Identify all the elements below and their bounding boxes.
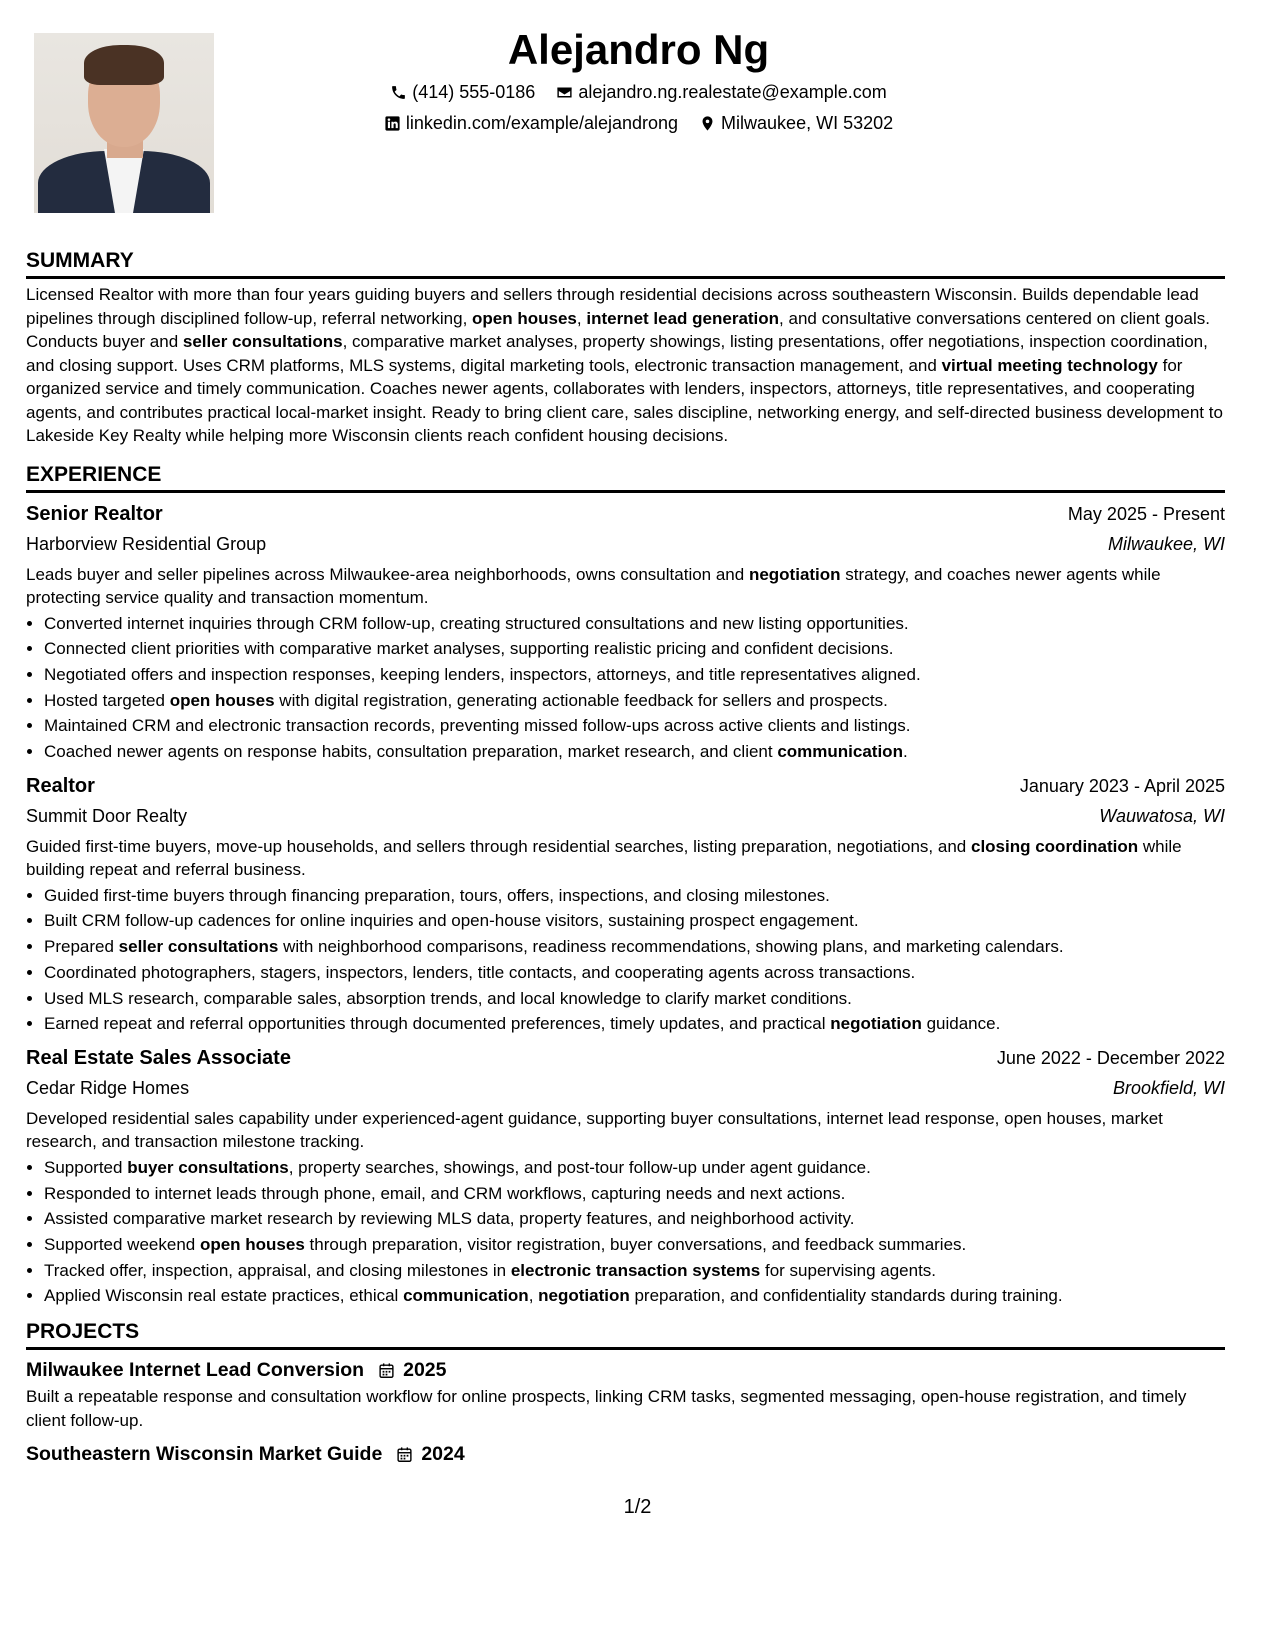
bullet-item: • Hosted targeted open houses with digital registration, generating actionable feedback for sellers and prospects. <box>44 688 1229 714</box>
phone-icon <box>390 84 407 101</box>
bullet-item: • Earned repeat and referral opportunities through documented preferences, timely updates, and practical negotiation guidance. <box>44 1011 1229 1037</box>
keyword-highlight: buyer consultations <box>127 1157 289 1177</box>
job-location: Milwaukee, WI <box>1107 533 1225 554</box>
bullet-item: • Assisted comparative market research by reviewing MLS data, property features, and neighborhood activity. <box>44 1206 1229 1232</box>
project-year: 2025 <box>403 1359 447 1382</box>
keyword-highlight: open houses <box>169 690 275 710</box>
project-title: Milwaukee Internet Lead Conversion <box>26 1359 365 1382</box>
bullet-item: • Supported buyer consultations, property searches, showings, and post-tour follow-up under agent guidance. <box>44 1155 1229 1181</box>
job-dates: June 2022 - December 2022 <box>996 1047 1225 1068</box>
job-bullets <box>26 611 1229 765</box>
map-pin-icon <box>699 115 716 132</box>
job-bullets <box>26 883 1229 1037</box>
phone-text: (414) 555-0186 <box>412 82 536 102</box>
summary-text: Licensed Realtor with more than four years guiding buyers and sellers through residential decisions across southeastern Wisconsin. Builds dependable lead pipelines through disciplined follow-up, referral networking, open houses, internet lead generation, and consultative conversations centered on client goals. Conducts buyer and seller consultations, comparative market analyses, property showings, listing presentations, offer negotiations, inspection coordination, and closing support. Uses CRM platforms, MLS systems, digital marketing tools, electronic transaction management, and virtual meeting technology for organized service and timely communication. Coaches newer agents, collaborates with lenders, inspectors, attorneys, title representatives, and cooperating agents, and contributes practical local-market insight. Ready to bring client care, sales discipline, networking energy, and self-directed business development to Lakeside Key Realty while helping more Wisconsin clients reach confident housing decisions. <box>26 285 1223 445</box>
resume-header <box>26 0 1251 248</box>
keyword-highlight: communication <box>403 1286 529 1306</box>
job-entry <box>26 771 1251 1037</box>
bullet-item: • Connected client priorities with comparative market analyses, supporting realistic pricing and confident decisions. <box>44 636 1229 662</box>
bullet-item: • Negotiated offers and inspection responses, keeping lenders, inspectors, attorneys, and title representatives aligned. <box>44 662 1229 688</box>
bullet-item: • Coordinated photographers, stagers, inspectors, lenders, title contacts, and cooperating agents across transactions. <box>44 960 1229 986</box>
resume-page <box>26 0 1251 1468</box>
project-year: 2024 <box>421 1443 465 1466</box>
linkedin-icon <box>384 115 401 132</box>
job-location: Brookfield, WI <box>1112 1077 1225 1098</box>
contact-phone <box>390 80 535 104</box>
bullet-item: • Coached newer agents on response habits, consultation preparation, market research, and client communication. <box>44 739 1229 765</box>
bullet-item: • Built CRM follow-up cadences for online inquiries and open-house visitors, sustaining prospect engagement. <box>44 908 1229 934</box>
job-summary: Leads buyer and seller pipelines across Milwaukee-area neighborhoods, owns consultation and negotiation strategy, and coaches newer agents while protecting service quality and transaction momentum. <box>26 564 1161 607</box>
contact-linkedin[interactable] <box>384 111 678 135</box>
job-bullets <box>26 1155 1229 1309</box>
contact-email[interactable] <box>556 80 886 104</box>
job-company: Harborview Residential Group <box>26 533 267 554</box>
job-dates: May 2025 - Present <box>1067 503 1225 524</box>
keyword-highlight: negotiation <box>830 1014 922 1034</box>
job-title: Realtor <box>26 774 95 797</box>
keyword-highlight: open houses <box>472 308 577 328</box>
contact-line-2 <box>26 111 1251 138</box>
keyword-highlight: negotiation <box>748 564 841 584</box>
job-company: Cedar Ridge Homes <box>26 1077 190 1098</box>
summary-section <box>26 248 1251 448</box>
calendar-icon <box>378 1362 395 1379</box>
keyword-highlight: electronic transaction systems <box>510 1260 761 1280</box>
job-location: Wauwatosa, WI <box>1099 805 1225 826</box>
contact-line-1 <box>26 80 1251 107</box>
linkedin-text: linkedin.com/example/alejandrong <box>405 113 679 133</box>
location-text: Milwaukee, WI 53202 <box>721 113 894 133</box>
bullet-item: • Applied Wisconsin real estate practices, ethical communication, negotiation preparation, and confidentiality standards during training. <box>44 1283 1229 1309</box>
job-title: Real Estate Sales Associate <box>26 1046 291 1069</box>
summary-heading: SUMMARY <box>26 248 1225 279</box>
contact-location <box>699 111 893 135</box>
job-summary: Guided first-time buyers, move-up households, and sellers through residential searches, listing preparation, negotiations, and closing coordination while building repeat and referral business. <box>26 836 1182 880</box>
keyword-highlight: seller consultations <box>182 332 343 351</box>
bullet-item: • Supported weekend open houses through preparation, visitor registration, buyer conversations, and feedback summaries. <box>44 1232 1229 1258</box>
job-dates: January 2023 - April 2025 <box>1019 775 1225 796</box>
project-entry <box>26 1440 1251 1468</box>
bullet-item: • Prepared seller consultations with neighborhood comparisons, readiness recommendations, showing plans, and marketing calendars. <box>44 934 1229 960</box>
envelope-icon <box>556 84 573 101</box>
project-description: Built a repeatable response and consultation workflow for online prospects, linking CRM tasks, segmented messaging, open-house registration, and timely client follow-up. <box>26 1387 1187 1430</box>
job-title: Senior Realtor <box>26 502 163 525</box>
bullet-item: • Guided first-time buyers through financing preparation, tours, offers, inspections, and closing milestones. <box>44 883 1229 909</box>
keyword-highlight: virtual meeting technology <box>941 355 1158 375</box>
bullet-item: • Responded to internet leads through phone, email, and CRM workflows, capturing needs and next actions. <box>44 1181 1229 1207</box>
bullet-item: • Maintained CRM and electronic transaction records, preventing missed follow-ups across active clients and listings. <box>44 713 1229 739</box>
bullet-item: • Converted internet inquiries through CRM follow-up, creating structured consultations and new listing opportunities. <box>44 611 1229 637</box>
keyword-highlight: closing coordination <box>970 836 1139 856</box>
bullet-item: • Tracked offer, inspection, appraisal, and closing milestones in electronic transaction systems for supervising agents. <box>44 1258 1229 1284</box>
page-number: 1/2 <box>623 1496 652 1518</box>
bullet-item: • Used MLS research, comparable sales, absorption trends, and local knowledge to clarify market conditions. <box>44 986 1229 1012</box>
keyword-highlight: seller consultations <box>118 937 279 957</box>
keyword-highlight: negotiation <box>538 1286 630 1306</box>
keyword-highlight: internet lead generation <box>586 308 780 328</box>
keyword-highlight: open houses <box>199 1235 305 1255</box>
email-text: alejandro.ng.realestate@example.com <box>578 82 887 102</box>
job-company: Summit Door Realty <box>26 805 188 826</box>
keyword-highlight: communication <box>777 742 903 762</box>
project-title: Southeastern Wisconsin Market Guide <box>26 1443 383 1466</box>
project-entry <box>26 1356 1251 1432</box>
projects-heading: PROJECTS <box>26 1319 1225 1350</box>
job-entry <box>26 1043 1251 1309</box>
experience-heading: EXPERIENCE <box>26 462 1225 493</box>
projects-section <box>26 1319 1251 1468</box>
job-summary: Developed residential sales capability under experienced-agent guidance, supporting buyer consultations, internet lead response, open houses, market research, and transaction milestone tracking. <box>26 1108 1163 1152</box>
experience-section <box>26 462 1251 1310</box>
candidate-name: Alejandro Ng <box>507 26 770 73</box>
calendar-icon <box>396 1446 413 1463</box>
job-entry <box>26 499 1251 765</box>
